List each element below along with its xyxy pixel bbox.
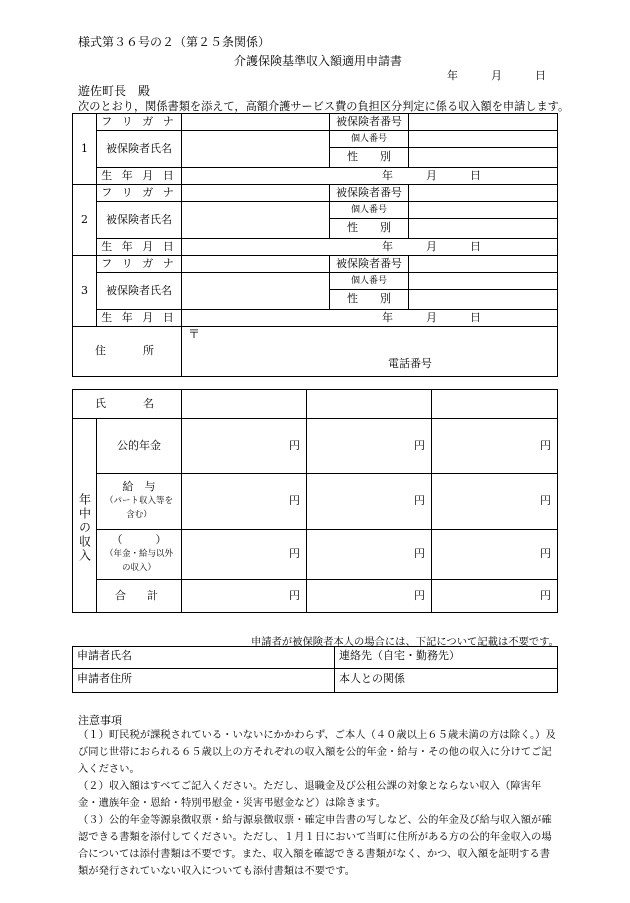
furigana-label: フ リ ガ ナ <box>97 185 182 202</box>
pension-amount-2[interactable]: 円 <box>307 419 432 474</box>
insured-number-label: 被保険者番号 <box>330 256 409 273</box>
salary-amount-2[interactable]: 円 <box>307 474 432 530</box>
total-amount-2[interactable]: 円 <box>307 580 432 613</box>
person-number: 3 <box>73 256 97 327</box>
furigana-label: フ リ ガ ナ <box>97 256 182 273</box>
gender-input[interactable] <box>409 290 558 310</box>
applicant-contact-field[interactable] <box>335 647 558 669</box>
personal-number-input[interactable] <box>409 273 558 290</box>
total-label: 合 計 <box>97 580 182 613</box>
insured-number-label: 被保険者番号 <box>330 114 409 131</box>
address-label: 住 所 <box>73 327 182 377</box>
furigana-input[interactable] <box>182 114 330 131</box>
form-number: 様式第３６号の２（第２５条関係） <box>78 35 271 49</box>
annual-income-label: 年中の収入 <box>73 419 97 613</box>
birth-date-label: 生 年 月 日 <box>97 239 182 256</box>
income-name-cell-2[interactable] <box>307 390 432 419</box>
postal-mark: 〒 <box>188 327 201 341</box>
date-line: 年 月 日 <box>447 69 546 82</box>
other-amount-3[interactable]: 円 <box>432 530 558 580</box>
furigana-input[interactable] <box>182 185 330 202</box>
applicant-address-field[interactable] <box>73 669 335 693</box>
pension-amount-1[interactable]: 円 <box>182 419 307 474</box>
salary-label-cell <box>97 474 182 530</box>
pension-amount-3[interactable]: 円 <box>432 419 558 474</box>
note-item-3: （３）公的年金等源泉徴収票・給与源泉徴収票・確定申告書の写しなど、公的年金及び給与収入額が確認できる書類を添付してください。ただし、１月１日において当町に住所がある方の公的年金収入の場合については添付書類は不要です。また、収入額を確認できる書類がなく、かつ、収入額を証明する書類が発行されていない収入についても添付書類は不要です。 <box>78 814 552 877</box>
insured-number-input[interactable] <box>409 256 558 273</box>
insured-name-label: 被保険者氏名 <box>97 131 182 168</box>
annual-income-table <box>72 389 558 613</box>
insured-name-input[interactable] <box>182 131 330 168</box>
gender-label: 性 別 <box>330 290 409 310</box>
personal-number-label: 個人番号 <box>330 273 409 290</box>
notes-list <box>78 727 556 880</box>
gender-label: 性 別 <box>330 148 409 168</box>
applicant-relation-field[interactable] <box>335 669 558 693</box>
birth-date-input[interactable]: 年 月 日 <box>182 239 558 256</box>
insured-persons-table <box>72 113 558 377</box>
other-amount-2[interactable]: 円 <box>307 530 432 580</box>
applicant-table <box>72 646 558 693</box>
salary-label: 給 与 <box>122 480 156 494</box>
salary-amount-1[interactable]: 円 <box>182 474 307 530</box>
gender-label: 性 別 <box>330 219 409 239</box>
insured-name-label: 被保険者氏名 <box>97 202 182 239</box>
applicant-name-field[interactable] <box>73 647 335 669</box>
gender-input[interactable] <box>409 219 558 239</box>
birth-date-label: 生 年 月 日 <box>97 168 182 185</box>
address-field[interactable] <box>182 327 558 377</box>
page-title: 介護保険基準収入額適用申請書 <box>234 54 403 68</box>
person-number: 1 <box>73 114 97 185</box>
applicant-name-label: 申請者氏名 <box>77 649 132 662</box>
personal-number-input[interactable] <box>409 131 558 148</box>
birth-date-input[interactable]: 年 月 日 <box>182 310 558 327</box>
total-amount-3[interactable]: 円 <box>432 580 558 613</box>
birth-date-label: 生 年 月 日 <box>97 310 182 327</box>
total-amount-1[interactable]: 円 <box>182 580 307 613</box>
intro-text: 次のとおり，関係書類を添えて，高額介護サービス費の負担区分判定に係る収入額を申請します。 <box>78 100 570 113</box>
pension-label: 公的年金 <box>97 419 182 474</box>
other-label-cell <box>97 530 182 580</box>
insured-name-input[interactable] <box>182 273 330 310</box>
income-name-cell-1[interactable] <box>182 390 307 419</box>
insured-number-label: 被保険者番号 <box>330 185 409 202</box>
other-label: （ ） <box>111 533 167 547</box>
insured-name-input[interactable] <box>182 202 330 239</box>
person-number: 2 <box>73 185 97 256</box>
insured-number-input[interactable] <box>409 185 558 202</box>
applicant-note: 申請者が被保険者本人の場合には、下記について記載は不要です。 <box>251 636 559 648</box>
salary-amount-3[interactable]: 円 <box>432 474 558 530</box>
income-name-cell-3[interactable] <box>432 390 558 419</box>
income-name-label: 氏 名 <box>73 390 182 419</box>
gender-input[interactable] <box>409 148 558 168</box>
personal-number-label: 個人番号 <box>330 131 409 148</box>
personal-number-label: 個人番号 <box>330 202 409 219</box>
note-item-1: （１）町民税が課税されている・いないにかかわらず、ご本人（４０歳以上６５歳未満の方は除く。）及び同じ世帯におられる６５歳以上の方それぞれの収入額を公的年金・給与・その他の収入に分けてご記入ください。 <box>78 729 556 775</box>
applicant-address-label: 申請者住所 <box>77 672 132 685</box>
salary-note: （パート収入等を含む） <box>104 495 173 520</box>
furigana-label: フ リ ガ ナ <box>97 114 182 131</box>
other-amount-1[interactable]: 円 <box>182 530 307 580</box>
note-item-2: （２）収入額はすべてご記入ください。ただし、退職金及び公租公課の対象とならない収入（障害年金・遺族年金・恩給・特別弔慰金・災害弔慰金など）は除きます。 <box>78 780 542 809</box>
personal-number-input[interactable] <box>409 202 558 219</box>
applicant-contact-label: 連絡先（自宅・勤務先） <box>339 649 460 662</box>
other-note: （年金・給与以外の収入） <box>104 548 173 573</box>
insured-name-label: 被保険者氏名 <box>97 273 182 310</box>
notes-heading: 注意事項 <box>78 714 122 727</box>
furigana-input[interactable] <box>182 256 330 273</box>
applicant-relation-label: 本人との関係 <box>339 672 405 685</box>
addressee: 遊佐町長 殿 <box>78 84 151 98</box>
insured-number-input[interactable] <box>409 114 558 131</box>
phone-label: 電話番号 <box>388 357 432 370</box>
birth-date-input[interactable]: 年 月 日 <box>182 168 558 185</box>
